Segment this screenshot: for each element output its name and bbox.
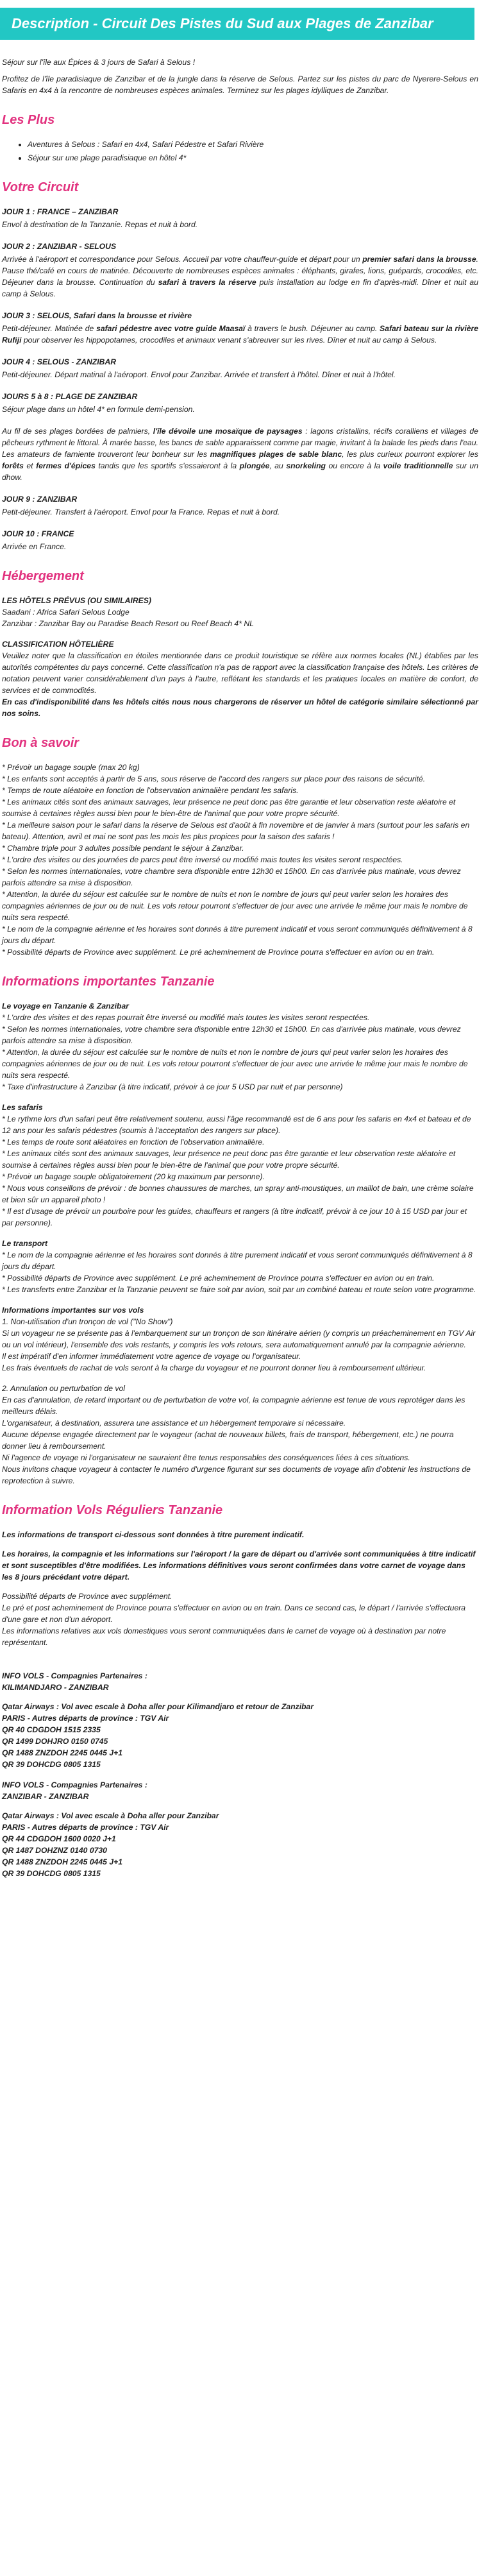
text-run: : lagons cristallins, récifs coralliens et villages de pêcheurs rythment le littoral. À marée basse, les bancs de sable apparaissent comme par magie, invitant à la balade les pieds dans l'eau. Les amateurs de farniente trouveront leur bonheur sur les <box>2 427 478 459</box>
day-text <box>2 323 478 346</box>
list-item: • Aventures à Selous : Safari en 4x4, Safari Pédestre et Safari Rivière <box>28 139 478 150</box>
classification-block <box>2 638 478 719</box>
hotel-item: Zanzibar : Zanzibar Bay ou Paradise Beach Resort ou Reef Beach 4* NL <box>2 619 254 628</box>
text-highlight: safari pédestre avec votre guide Maasaï <box>96 324 246 333</box>
day-10 <box>2 528 478 552</box>
page-title: Description - Circuit Des Pistes du Sud aux Plages de Zanzibar <box>0 8 474 40</box>
voyage-block <box>2 1000 478 1093</box>
day-text: Petit-déjeuner. Transfert à l'aéroport. Envol pour la France. Repas et nuit à bord. <box>2 508 280 516</box>
flight-group-header: INFO VOLS - Compagnies Partenaires : <box>2 1780 147 1789</box>
flight-group <box>2 1779 478 1879</box>
vols-notice <box>2 1529 478 1648</box>
text-highlight: magnifiques plages de sable blanc <box>210 450 342 459</box>
flight-line: QR 1488 ZNZDOH 2245 0445 J+1 <box>2 1748 122 1757</box>
day-title: JOUR 2 : ZANZIBAR - SELOUS <box>2 242 117 251</box>
flight-line: QR 40 CDGDOH 1515 2335 <box>2 1725 101 1734</box>
day-title: JOUR 1 : FRANCE – ZANZIBAR <box>2 207 119 216</box>
text-highlight: fermes d'épices <box>36 461 96 470</box>
text-run: tandis que les sportifs s'essaieront à la <box>95 461 240 470</box>
day-title: JOURS 5 à 8 : PLAGE DE ZANZIBAR <box>2 392 138 401</box>
list-item: * Les animaux cités sont des animaux sauvages, leur présence ne peut donc pas être garantie et leur observation reste aléatoire et soumise à certaines règles aussi bien pour le bien-être de l'animal que pour votre propre sécurité. <box>2 1149 456 1170</box>
section-title-circuit: Votre Circuit <box>2 180 79 194</box>
hotel-item: Saadani : Africa Safari Selous Lodge <box>2 608 130 617</box>
list-item: Ni l'agence de voyage ni l'organisateur ne sauraient être tenus responsables des conséquences liées à ces situations. <box>2 1453 410 1462</box>
flight-line: QR 44 CDGDOH 1600 0020 J+1 <box>2 1834 116 1843</box>
hotels-title: LES HÔTELS PRÉVUS (OU SIMILAIRES) <box>2 596 151 605</box>
flight-line: Qatar Airways : Vol avec escale à Doha aller pour Kilimandjaro et retour de Zanzibar <box>2 1702 314 1711</box>
list-item: * La meilleure saison pour le safari dans la réserve de Selous est d'août à fin novembre et de janvier à mars (surtout pour les safaris en bateau). Attention, avril et mai ne sont pas les mois les plus propices pour la saison des safaris ! <box>2 821 470 841</box>
transport-title: Le transport <box>2 1239 48 1248</box>
text-run: sur un dhow. <box>2 461 478 482</box>
list-item: 2. Annulation ou perturbation de vol <box>2 1384 125 1393</box>
classification-title: CLASSIFICATION HÔTELIÈRE <box>2 640 114 649</box>
text-run: puis installation au lodge en fin d'après-midi. Dîner et nuit au camp à Selous. <box>2 278 478 298</box>
text-run: pour observer les hippopotames, crocodiles et animaux venant s'abreuver sur les rives. Dîner et nuit au camp à Selous. <box>21 336 437 345</box>
flight-line: Qatar Airways : Vol avec escale à Doha aller pour Zanzibar <box>2 1811 219 1820</box>
list-item: • Séjour sur une plage paradisiaque en hôtel 4* <box>28 152 478 164</box>
flight-line: PARIS - Autres départs de province : TGV Air <box>2 1823 169 1832</box>
plus-list <box>28 139 478 164</box>
list-item: En cas d'annulation, de retard important ou de perturbation de votre vol, la compagnie aérienne est tenue de vous reprotéger dans les meilleurs délais. <box>2 1395 465 1416</box>
day-title: JOUR 3 : SELOUS, Safari dans la brousse et rivière <box>2 311 192 320</box>
flight-line: QR 1487 DOHZNZ 0140 0730 <box>2 1846 107 1855</box>
list-item: * Attention, la durée du séjour est calculée sur le nombre de nuits et non le nombre de jours qui peut varier selon les horaires des compagnies aériennes de jour ou de nuit. Les vols retour pourront s'effectuer de jour avec une arrivée le même jour mais le nombre de nuits sera respecté. <box>2 1048 468 1080</box>
text-run: , au <box>269 461 287 470</box>
page <box>0 8 486 1914</box>
vols-text: Le pré et post acheminement de Province pourra s'effectuer en avion ou en train. Dans ce second cas, le départ / l'arrivée s'effectuera d'une gare et non d'un aéroport. <box>2 1603 466 1624</box>
vols-notice-2: Les horaires, la compagnie et les informations sur l'aéroport / la gare de départ ou d'arrivée sont communiquées à titre indicatif et sont susceptibles d'être modifiées. Les informations définitives vous seront confirmées dans votre carnet de voyage dans les 8 jours précédant votre départ. <box>2 1549 476 1582</box>
hotels-block <box>2 595 478 629</box>
bon-a-savoir-list <box>2 762 478 958</box>
list-item: * Attention, la durée du séjour est calculée sur le nombre de nuits et non le nombre de jours qui peut varier selon les horaires des compagnies aériennes de jour ou de nuit. Les vols retour pourront s'effectuer de jour avec une arrivée le même jour mais le nombre de nuits sera respecté. <box>2 890 468 922</box>
text-run: Arrivée à l'aéroport et correspondance pour Selous. Accueil par votre chauffeur-guide et départ pour un <box>2 255 363 264</box>
list-item: * Chambre triple pour 3 adultes possible pendant le séjour à Zanzibar. <box>2 844 244 853</box>
vols-info-title: Informations importantes sur vos vols <box>2 1306 144 1315</box>
day-5-8 <box>2 391 478 415</box>
annulation-block <box>2 1383 478 1487</box>
text-highlight: Safari bateau sur la rivière Rufiji <box>2 324 478 345</box>
day-4 <box>2 356 478 380</box>
transport-block <box>2 1238 478 1295</box>
flight-group <box>2 1670 478 1770</box>
list-item: Aucune dépense engagée directement par le voyageur (achat de nouveaux billets, frais de transport, hébergement, etc.) ne pourra donner lieu à remboursement. <box>2 1430 454 1451</box>
classification-note: En cas d'indisponibilité dans les hôtels cités nous nous chargerons de réserver un hôtel de catégorie similaire sélectionné par nos soins. <box>2 697 478 718</box>
list-item: Nous invitons chaque voyageur à contacter le numéro d'urgence figurant sur ses documents de voyage afin d'obtenir les instructions de reprotection à suivre. <box>2 1465 471 1485</box>
text-highlight: premier safari dans la brousse <box>362 255 476 264</box>
day-text: Arrivée en France. <box>2 542 67 551</box>
day-2 <box>2 241 478 300</box>
list-item: * Selon les normes internationales, votre chambre sera disponible entre 12h30 et 15h00. En cas d'arrivée plus matinale, vous devrez parfois attendre sa mise à disposition. <box>2 1025 461 1045</box>
list-item: Si un voyageur ne se présente pas à l'embarquement sur un tronçon de son itinéraire aérien (y compris un préacheminement en TGV Air ou un vol intérieur), l'ensemble des vols restants, y compris les vols retours, sera automatiquement annulé par la compagnie aérienne. <box>2 1329 476 1349</box>
list-item: * Les transferts entre Zanzibar et la Tanzanie peuvent se faire soit par avion, soit par un combiné bateau et route selon votre programme. <box>2 1285 476 1294</box>
text-run: Petit-déjeuner. Matinée de <box>2 324 97 333</box>
section-title-plus: Les Plus <box>2 113 55 127</box>
intro-text: Profitez de l'île paradisiaque de Zanzibar et de la jungle dans la réserve de Selous. Partez sur les pistes du parc de Nyerere-Selous en Safaris en 4x4 à la rencontre de nombreuses espèces animales. Terminez sur les plages idylliques de Zanzibar. <box>2 74 478 95</box>
text-highlight: forêts <box>2 461 24 470</box>
day-1 <box>2 206 478 230</box>
flight-line: QR 39 DOHCDG 0805 1315 <box>2 1869 101 1878</box>
section-title-bon-a-savoir: Bon à savoir <box>2 736 80 750</box>
day-text <box>2 253 478 300</box>
vols-notice-1: Les informations de transport ci-dessous sont données à titre purement indicatif. <box>2 1530 305 1539</box>
list-item: Les frais éventuels de rachat de vols seront à la charge du voyageur et ne pourront donner lieu à remboursement ultérieur. <box>2 1363 426 1372</box>
list-item: * Prévoir un bagage souple (max 20 kg) <box>2 763 140 772</box>
day-3 <box>2 310 478 346</box>
list-item: * Possibilité départs de Province avec supplément. Le pré acheminement de Province pourra s'effectuer en avion ou en train. <box>2 1274 435 1283</box>
flight-group-route: KILIMANDJARO - ZANZIBAR <box>2 1683 109 1692</box>
day-title: JOUR 4 : SELOUS - ZANZIBAR <box>2 357 117 366</box>
text-run: et <box>23 461 37 470</box>
day-text: Petit-déjeuner. Départ matinal à l'aéroport. Envol pour Zanzibar. Arrivée et transfert à l'hôtel. Dîner et nuit à l'hôtel. <box>2 370 396 379</box>
list-item: * Il est d'usage de prévoir un pourboire pour les guides, chauffeurs et rangers (à titre indicatif, prévoir à ce jour 10 à 15 USD par jour et par personne). <box>2 1207 467 1227</box>
list-item: L'organisateur, à destination, assurera une assistance et un hébergement temporaire si nécessaire. <box>2 1419 346 1428</box>
flight-line: QR 39 DOHCDG 0805 1315 <box>2 1760 101 1769</box>
vols-text: Les informations relatives aux vols domestiques vous seront communiquées dans le carnet de voyage où à destination par notre représentant. <box>2 1626 446 1647</box>
list-item: * Le rythme lors d'un safari peut être relativement soutenu, aussi l'âge recommandé est de 6 ans pour les safaris en 4x4 et bateau et de 12 ans pour les safaris pédestres (soumis à l'acceptation des rangers sur place). <box>2 1114 471 1135</box>
day-text: Envol à destination de la Tanzanie. Repas et nuit à bord. <box>2 220 198 229</box>
text-highlight: safari à travers la réserve <box>158 278 256 287</box>
flight-line: QR 1499 DOHJRO 0150 0745 <box>2 1737 108 1746</box>
section-title-hebergement: Hébergement <box>2 569 84 583</box>
classification-text: Veuillez noter que la classification en étoiles mentionnée dans ce produit touristique se réfère aux normes locales (NL) établies par les autorités compétentes du pays concerné. Cette classification n'a pas de rapport avec la classification française des hôtels. Les critères de notation peuvent varier considérablement d'un pays à l'autre, reflétant les standards et les pratiques locales en matière de confort, de services et de commodités. <box>2 651 478 695</box>
list-item: * Prévoir un bagage souple obligatoirement (20 kg maximum par personne). <box>2 1172 265 1181</box>
day-text: Séjour plage dans un hôtel 4* en formule demi-pension. <box>2 405 195 414</box>
text-highlight: snorkeling <box>286 461 326 470</box>
day-text <box>2 425 478 483</box>
list-item: * Le nom de la compagnie aérienne et les horaires sont donnés à titre purement indicatif et vous seront communiqués définitivement à 8 jours du départ. <box>2 925 473 945</box>
list-item: * Selon les normes internationales, votre chambre sera disponible entre 12h30 et 15h00. En cas d'arrivée plus matinale, vous devrez parfois attendre sa mise à disposition. <box>2 867 461 887</box>
vols-info-block <box>2 1304 478 1374</box>
text-run: ou encore à la <box>325 461 383 470</box>
list-item: Il est impératif d'en informer immédiatement votre agence de voyage ou l'organisateur. <box>2 1352 301 1361</box>
text-run: à travers le bush. Déjeuner au camp. <box>245 324 380 333</box>
voyage-title: Le voyage en Tanzanie & Zanzibar <box>2 1002 129 1011</box>
safaris-title: Les safaris <box>2 1103 43 1112</box>
text-highlight: plongée <box>239 461 270 470</box>
flight-line: PARIS - Autres départs de province : TGV Air <box>2 1714 169 1723</box>
flight-group-route: ZANZIBAR - ZANZIBAR <box>2 1792 89 1801</box>
day-title: JOUR 10 : FRANCE <box>2 529 74 538</box>
list-item: * L'ordre des visites ou des journées de parcs peut être inversé ou modifié mais toutes les visites seront respectées. <box>2 855 403 864</box>
list-item: * Possibilité départs de Province avec supplément. Le pré acheminement de Province pourra s'effectuer en avion ou en train. <box>2 948 435 957</box>
list-item: * Les animaux cités sont des animaux sauvages, leur présence ne peut donc pas être garantie et leur observation reste aléatoire et soumise à certaines règles aussi bien pour le bien-être de l'animal que pour votre propre sécurité. <box>2 798 456 818</box>
list-item: * Les temps de route sont aléatoires en fonction de l'observation animalière. <box>2 1138 265 1147</box>
vols-text: Possibilité départs de Province avec supplément. <box>2 1592 172 1601</box>
list-item: * Taxe d'infrastructure à Zanzibar (à titre indicatif, prévoir à ce jour 5 USD par nuit et par personne) <box>2 1082 343 1091</box>
safaris-block <box>2 1102 478 1229</box>
section-title-infos: Informations importantes Tanzanie <box>2 975 215 989</box>
flight-line: QR 1488 ZNZDOH 2245 0445 J+1 <box>2 1857 122 1866</box>
list-item: 1. Non-utilisation d'un tronçon de vol ("No Show") <box>2 1317 173 1326</box>
list-item: * Les enfants sont acceptés à partir de 5 ans, sous réserve de l'accord des rangers sur place pour des raisons de sécurité. <box>2 774 426 783</box>
intro-subtitle: Séjour sur l'île aux Épices & 3 jours de Safari à Selous ! <box>2 58 196 67</box>
text-run: , les plus curieux pourront explorer les <box>342 450 479 459</box>
list-item: * L'ordre des visites et des repas pourrait être inversé ou modifié mais toutes les visites seront respectées. <box>2 1013 370 1022</box>
day-title: JOUR 9 : ZANZIBAR <box>2 495 78 504</box>
day-9 <box>2 493 478 518</box>
section-title-vols: Information Vols Réguliers Tanzanie <box>2 1503 223 1517</box>
list-item: * Nous vous conseillons de prévoir : de bonnes chaussures de marches, un spray anti-moustiques, un maillot de bain, une crème solaire et bien sûr un appareil photo ! <box>2 1184 474 1204</box>
text-highlight: l'île dévoile une mosaïque de paysages <box>153 427 303 436</box>
description-content <box>0 56 486 1879</box>
list-item: * Le nom de la compagnie aérienne et les horaires sont donnés à titre purement indicatif et vous seront communiqués définitivement à 8 jours du départ. <box>2 1250 473 1271</box>
text-highlight: voile traditionnelle <box>383 461 453 470</box>
day-5-8-description <box>2 425 478 483</box>
list-item: * Temps de route aléatoire en fonction de l'observation animalière pendant les safaris. <box>2 786 299 795</box>
text-run: Au fil de ses plages bordées de palmiers, <box>2 427 153 436</box>
text-run: . Pause thé/café en cours de matinée. Découverte de nombreuses espèces animales : éléphants, girafes, lions, guépards, crocodiles, etc. Déjeuner dans la brousse. Continuation du <box>2 255 479 287</box>
flight-group-header: INFO VOLS - Compagnies Partenaires : <box>2 1671 147 1680</box>
